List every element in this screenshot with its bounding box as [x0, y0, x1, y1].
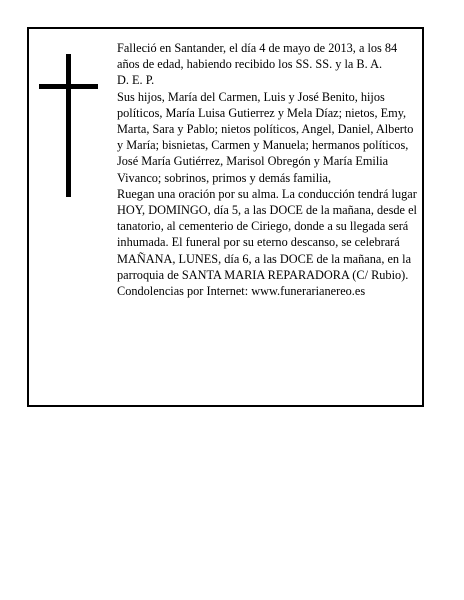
- obituary-text: [117, 40, 421, 299]
- death-announcement: Falleció en Santander, el día 4 de mayo de 2013, a los 84 años de edad, habiendo recibido los SS. SS. y la B. A.: [117, 41, 398, 72]
- condolences-line: Condolencias por Internet: www.funerarianereo.es: [117, 284, 366, 299]
- cross-vertical-bar: [66, 54, 71, 197]
- funeral-details: Ruegan una oración por su alma. La conducción tendrá lugar HOY, DOMINGO, día 5, a las DOCE de la mañana, desde el tanatorio, al cementerio de Ciriego, donde a su llegada será inhumada. El funeral por su eterno descanso, se celebrará MAÑANA, LUNES, día 6, a las DOCE de la mañana, en la parroquia de SANTA MARIA REPARADORA (C/ Rubio).: [117, 186, 417, 282]
- latin-cross-icon: [39, 54, 99, 199]
- obituary-notice: [27, 27, 424, 407]
- family-list: Sus hijos, María del Carmen, Luis y José Benito, hijos políticos, María Luisa Gutierrez y Mela Díaz; nietos, Emy, Marta, Sara y Pablo; nietos políticos, Angel, Daniel, Alberto y María; bisnietas, Carmen y Manuela; hermanos políticos, José María Gutiérrez, Marisol Obregón y María Emilia Vivanco; sobrinos, primos y demás familia,: [117, 89, 414, 185]
- rest-in-peace: D. E. P.: [117, 73, 155, 88]
- cross-horizontal-bar: [39, 84, 98, 89]
